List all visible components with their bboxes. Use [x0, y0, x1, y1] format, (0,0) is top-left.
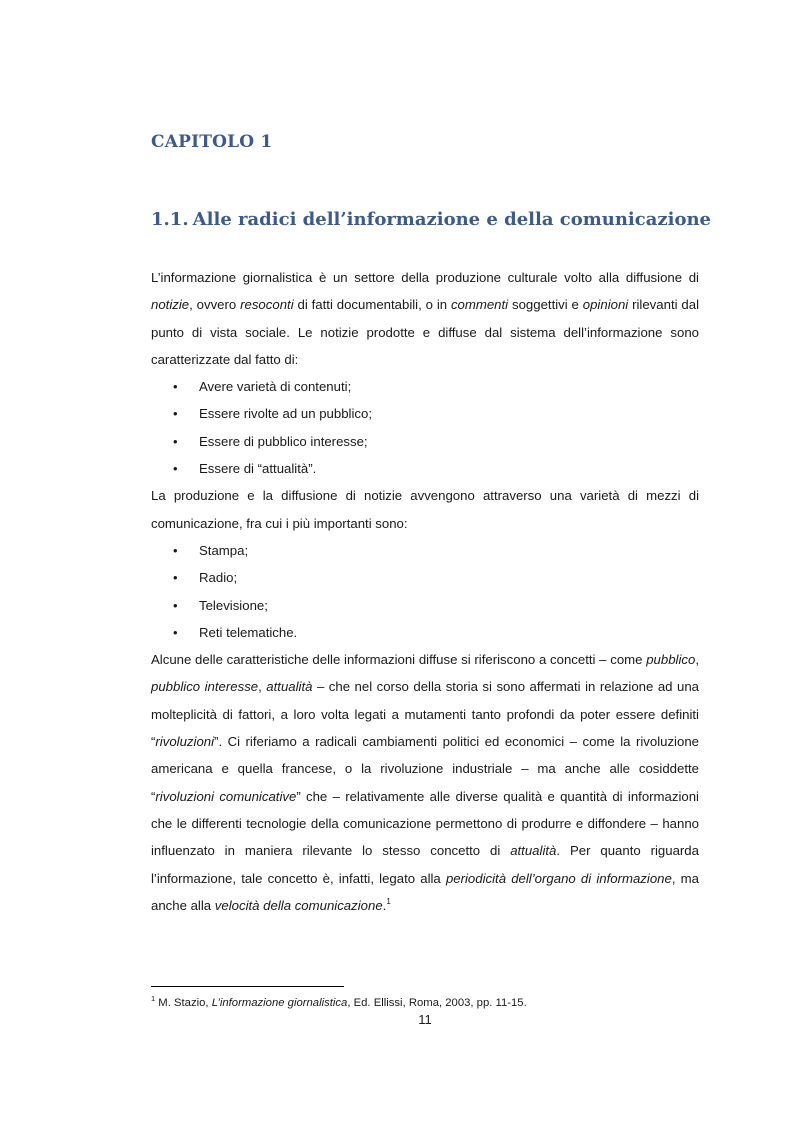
footnote: $^1$ M. Stazio, L’informazione giornalistica, Ed. Ellissi, Roma, 2003, pp. 11-15.: [151, 994, 527, 1009]
list-item: • Televisione;: [151, 592, 699, 619]
bullet-icon: •: [173, 597, 178, 613]
list-item: • Reti telematiche.: [151, 619, 699, 646]
chapter-heading: CAPITOLO 1: [151, 132, 273, 152]
page-number: 11: [418, 1012, 432, 1027]
footnote-separator: [151, 986, 344, 987]
bullet-icon: •: [173, 406, 178, 422]
footnote-reference[interactable]: 1: [386, 896, 391, 906]
list-item: • Essere di pubblico interesse;: [151, 428, 699, 455]
section-title: Alle radici dell’informazione e della comunicazione: [192, 209, 711, 230]
list-item: • Avere varietà di contenuti;: [151, 373, 699, 400]
body-text: [151, 264, 699, 919]
bullet-icon: •: [173, 624, 178, 640]
section-number: 1.1.: [151, 209, 189, 230]
bullet-icon: •: [173, 570, 178, 586]
section-heading: [151, 209, 711, 230]
bullet-icon: •: [173, 379, 178, 395]
characteristics-list: [151, 373, 699, 482]
footnote-number: 1: [151, 994, 156, 1003]
media-list: [151, 537, 699, 646]
bullet-icon: •: [173, 433, 178, 449]
paragraph-3: Alcune delle caratteristiche delle informazioni diffuse si riferiscono a concetti – come pubblico, pubblico interesse, attualità – che nel corso della storia si sono affermati in relazione ad una molteplicità di fattori, a loro volta legati a mutamenti tanto profondi da poter essere definiti “rivoluzioni”. Ci riferiamo a radicali cambiamenti politici ed economici – come la rivoluzione americana e quella francese, o la rivoluzione industriale – ma anche alle cosiddette “rivoluzioni comunicative” che – relativamente alle diverse qualità e quantità di informazioni che le differenti tecnologie della comunicazione permettono di produrre e diffondere – hanno influenzato in maniera rilevante lo stesso concetto di attualità. Per quanto riguarda l’informazione, tale concetto è, infatti, legato alla periodicità dell’organo di informazione, ma anche alla velocità della comunicazione.$^1$: [151, 652, 699, 913]
paragraph-2: La produzione e la diffusione di notizie avvengono attraverso una varietà di mezzi di comunicazione, fra cui i più importanti sono:: [151, 488, 699, 531]
bullet-icon: •: [173, 542, 178, 558]
paragraph-1: L’informazione giornalistica è un settore della produzione culturale volto alla diffusione di notizie, ovvero resoconti di fatti documentabili, o in commenti soggettivi e opinioni rilevanti dal punto di vista sociale. Le notizie prodotte e diffuse dal sistema dell’informazione sono caratterizzate dal fatto di:: [151, 270, 699, 367]
list-item: • Radio;: [151, 564, 699, 591]
list-item: • Essere rivolte ad un pubblico;: [151, 400, 699, 427]
list-item: • Essere di “attualità”.: [151, 455, 699, 482]
bullet-icon: •: [173, 461, 178, 477]
list-item: • Stampa;: [151, 537, 699, 564]
